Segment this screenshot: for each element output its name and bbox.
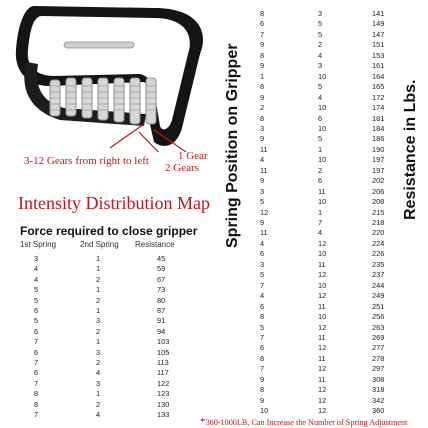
table-cell: 2 — [96, 326, 101, 336]
table-cell: 6 — [318, 113, 323, 123]
table-cell: 360 — [372, 406, 385, 416]
table-cell: 8 — [34, 399, 39, 409]
header-resistance: Resistance — [135, 240, 175, 249]
table-cell: 6 — [34, 347, 39, 357]
table-cell: 103 — [157, 337, 170, 347]
table-cell: 3 — [260, 123, 265, 133]
table-cell: 4 — [318, 50, 323, 60]
table-cell: 9 — [260, 61, 265, 71]
hand-gripper-image — [4, 2, 210, 152]
gripper-rod — [64, 42, 134, 48]
table-cell: 237 — [372, 270, 385, 280]
table-cell: 226 — [372, 249, 385, 259]
footnote-star: * — [200, 416, 206, 428]
table-cell: 8 — [260, 113, 265, 123]
table-cell: 220 — [372, 228, 385, 238]
table-cell: 67 — [157, 274, 166, 284]
table-cell: 269 — [372, 332, 385, 342]
table-cell: 10 — [318, 249, 327, 259]
table-cell: 7 — [318, 218, 323, 227]
table-cell: 9 — [260, 218, 265, 227]
table-cell: 94 — [157, 326, 166, 336]
table-cell: 8 — [260, 82, 265, 92]
table-cell: 5 — [318, 29, 323, 39]
table-cell: 251 — [372, 301, 385, 311]
table-cell: 208 — [372, 197, 385, 207]
table-cell: 11 — [318, 259, 326, 269]
table-cell: 3 — [260, 186, 265, 196]
table-cell: 8 — [34, 389, 39, 399]
table-cell: 278 — [372, 353, 385, 363]
table-subtitle: Force required to close gripper — [20, 224, 198, 238]
footnote — [200, 416, 407, 428]
table-cell: 6 — [34, 326, 39, 336]
table-cell: 10 — [318, 312, 327, 322]
table-cell: 6 — [260, 249, 265, 259]
table-cell: 6 — [260, 343, 265, 353]
table-cell: 6 — [260, 301, 265, 311]
table-cell: 3 — [96, 378, 101, 388]
table-cell: 197 — [372, 165, 385, 175]
table-cell: 149 — [372, 19, 385, 29]
table-cell: 11 — [318, 332, 326, 342]
table-cell: 153 — [372, 50, 385, 60]
table-cell: 151 — [372, 40, 385, 50]
table-cell: 10 — [318, 103, 327, 113]
table-cell: 1 — [96, 306, 101, 315]
table-cell: 10 — [318, 71, 327, 81]
table-cell: 206 — [372, 186, 385, 196]
table-cell: 7 — [260, 280, 265, 290]
table-cell: 9 — [260, 176, 265, 186]
table-cell: 3 — [96, 316, 101, 326]
table-cell: 6 — [260, 19, 265, 29]
table-cell: 12 — [318, 343, 327, 353]
table-cell: 59 — [157, 264, 166, 274]
table-cell: 8 — [260, 9, 265, 18]
chart-title: Intensity Distribution Map — [18, 193, 210, 213]
table-cell: 9 — [260, 374, 265, 384]
table-cell: 3 — [318, 9, 323, 18]
table-cell: 5 — [260, 322, 265, 332]
table-cell: 11 — [318, 353, 326, 363]
table-cell: 190 — [372, 144, 385, 154]
table-cell: 164 — [372, 71, 385, 81]
table-cell: 6 — [34, 368, 39, 378]
table-cell: 12 — [318, 291, 327, 301]
table-cell: 1 — [260, 71, 265, 81]
table-cell: 277 — [372, 343, 385, 353]
table-cell: 8 — [260, 312, 265, 322]
table-cell: 5 — [318, 19, 323, 29]
table-cell: 1 — [96, 337, 101, 347]
table-cell: 2 — [96, 274, 101, 284]
table-cell: 10 — [318, 197, 327, 207]
footnote-text: 360-1000LB, Can Increase the Number of Spring Adjustment — [205, 418, 408, 427]
table-cell: 80 — [157, 295, 166, 305]
table-cell: 165 — [372, 82, 385, 92]
table-cell: 342 — [372, 395, 385, 405]
table-cell: 45 — [157, 254, 166, 263]
table-cell: 172 — [372, 92, 385, 102]
table-cell: 12 — [260, 207, 269, 217]
table-cell: 202 — [372, 176, 385, 186]
table-cell: 6 — [34, 306, 39, 315]
table-cell: 91 — [157, 316, 166, 326]
table-cell: 181 — [372, 113, 385, 123]
table-cell: 2 — [96, 399, 101, 409]
table-cell: 3 — [34, 254, 39, 263]
table-cell: 7 — [260, 29, 265, 39]
table-cell: 7 — [260, 364, 265, 374]
table-cell: 5 — [34, 295, 39, 305]
table-cell: 10 — [260, 406, 269, 416]
table-cell: 9 — [260, 395, 265, 405]
table-cell: 12 — [318, 364, 327, 374]
annotation-gear-1: 1 Gear — [178, 150, 208, 162]
table-cell: 12 — [318, 385, 327, 395]
header-first-spring: 1st Spring — [20, 240, 57, 249]
table-cell: 113 — [157, 358, 169, 367]
table-cell: 9 — [260, 134, 265, 144]
table-cell: 1 — [96, 389, 101, 399]
table-cell: 12 — [318, 322, 327, 332]
table-cell: 218 — [372, 218, 385, 227]
header-second-spring: 2nd Spring — [80, 240, 119, 249]
table-cell: 133 — [157, 410, 170, 419]
spring — [98, 78, 108, 120]
table-cell: 308 — [372, 374, 385, 384]
table-cell: 4 — [96, 410, 101, 419]
table-cell: 161 — [372, 61, 385, 71]
spring — [114, 78, 124, 122]
table-cell: 186 — [372, 134, 385, 144]
table-cell: 12 — [318, 270, 327, 280]
table-cell: 2 — [318, 40, 323, 50]
table-cell: 12 — [318, 238, 327, 248]
table-cell: 12 — [318, 395, 327, 405]
table-cell: 8 — [260, 50, 265, 60]
table-cell: 1 — [96, 254, 101, 263]
table-cell: 6 — [318, 176, 323, 186]
table-cell: 5 — [318, 82, 323, 92]
table-cell: 1 — [96, 264, 101, 274]
table-cell: 244 — [372, 280, 385, 290]
table-cell: 5 — [260, 270, 265, 280]
table-cell: 11 — [260, 228, 268, 238]
table-cell: 11 — [318, 186, 326, 196]
table-cell: 141 — [372, 9, 385, 18]
spring-position-label: Spring Position on Gripper — [224, 43, 241, 248]
table-cell: 122 — [157, 378, 170, 388]
table-cell: 1 — [96, 285, 101, 295]
spring — [146, 78, 156, 124]
table-cell: 5 — [260, 197, 265, 207]
table-cell: 73 — [157, 285, 166, 295]
table-cell: 105 — [157, 347, 170, 357]
table-cell: 7 — [34, 358, 39, 367]
table-cell: 7 — [34, 378, 39, 388]
table-cell: 4 — [34, 274, 39, 284]
table-cell: 249 — [372, 291, 385, 301]
table-cell: 8 — [260, 385, 265, 395]
table-cell: 10 — [318, 123, 327, 133]
table-cell: 318 — [372, 385, 385, 395]
table-cell: 7 — [34, 337, 39, 347]
table-cell: 2 — [318, 165, 323, 175]
table-cell: 215 — [372, 207, 385, 217]
table-cell: 224 — [372, 238, 385, 248]
table-cell: 12 — [318, 406, 327, 416]
table-cell: 2 — [96, 358, 101, 367]
table-cell: 147 — [372, 29, 385, 39]
table-cell: 4 — [260, 291, 265, 301]
table-cell: 11 — [318, 301, 326, 311]
spring — [130, 78, 140, 124]
table-cell: 4 — [318, 228, 323, 238]
table-cell: 5 — [34, 316, 39, 326]
table-cell: 3 — [96, 347, 101, 357]
table-cell: 184 — [372, 123, 385, 133]
annotation-gear-2: 2 Gears — [165, 162, 199, 174]
table-cell: 130 — [157, 399, 170, 409]
table-cell: 11 — [260, 144, 268, 154]
table-cell: 8 — [260, 353, 265, 363]
table-cell: 235 — [372, 259, 385, 269]
table-cell: 10 — [318, 155, 327, 165]
table-cell: 11 — [260, 165, 268, 175]
table-cell: 4 — [260, 155, 265, 165]
table-cell: 1 — [318, 207, 323, 217]
table-cell: 3 — [318, 61, 323, 71]
table-cell: 2 — [96, 295, 101, 305]
table-cell: 5 — [318, 134, 323, 144]
table-cell: 4 — [318, 92, 323, 102]
annotation-gears-3-12: 3-12 Gears from right to left — [24, 155, 149, 167]
table-cell: 174 — [372, 103, 385, 113]
table-cell: 197 — [372, 155, 385, 165]
table-cell: 256 — [372, 312, 385, 322]
table-cell: 263 — [372, 322, 385, 332]
table-cell: 5 — [34, 285, 39, 295]
table-cell: 7 — [34, 410, 39, 419]
table-cell: 4 — [34, 264, 39, 274]
table-cell: 117 — [157, 368, 169, 378]
table-cell: 1 — [318, 144, 323, 154]
arrow-gears-3-12 — [110, 124, 144, 148]
table-cell: 4 — [96, 368, 101, 378]
table-cell: 10 — [318, 280, 327, 290]
table-cell: 3 — [260, 259, 265, 269]
table-cell: 87 — [157, 306, 166, 315]
table-cell: 9 — [260, 92, 265, 102]
table-cell: 7 — [260, 332, 265, 342]
table-cell: 2 — [260, 103, 265, 113]
resistance-label: Resistance in Lbs. — [402, 79, 419, 220]
table-cell: 9 — [260, 40, 265, 50]
table-cell: 297 — [372, 364, 385, 374]
table-cell: 123 — [157, 389, 170, 399]
table-cell: 4 — [260, 238, 265, 248]
table-cell: 11 — [318, 374, 326, 384]
